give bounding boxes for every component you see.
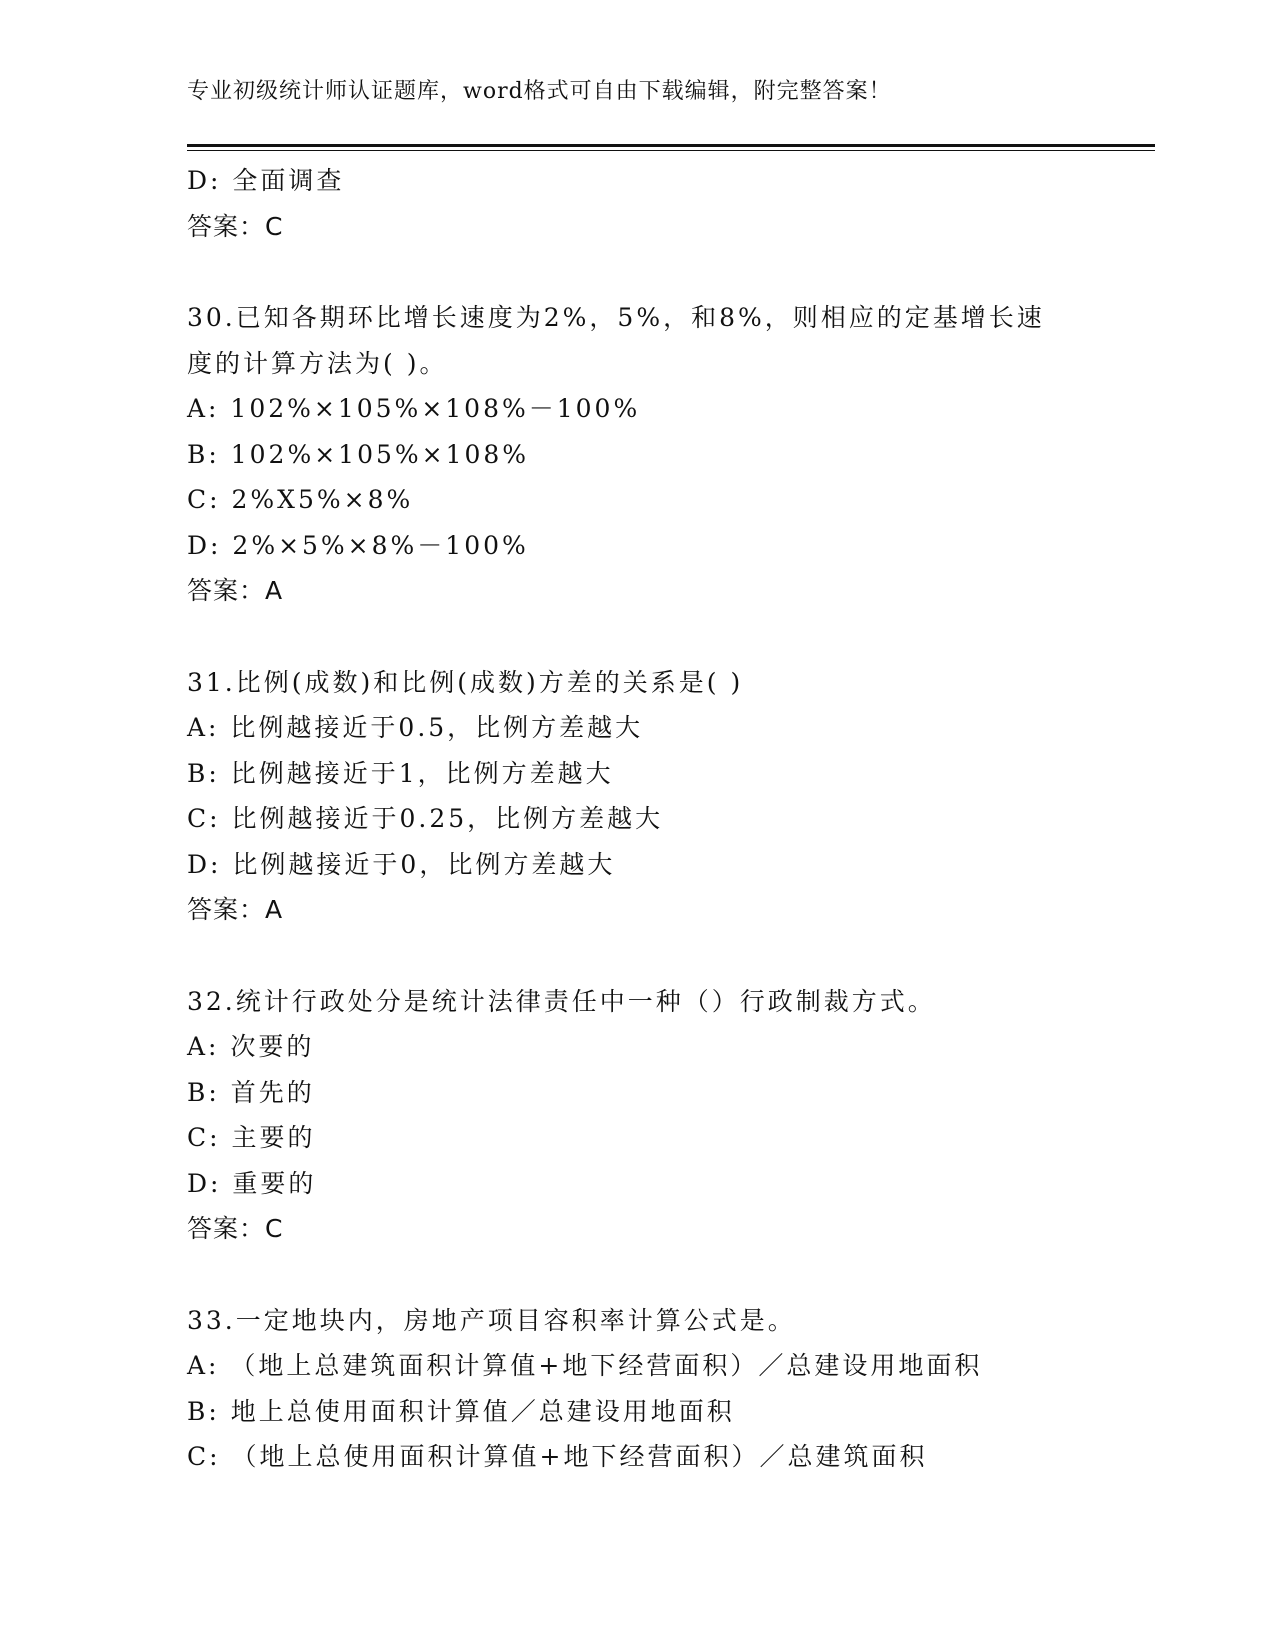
option-a: A: 102%×105%×108%－100% bbox=[187, 394, 641, 423]
option-a: A: 比例越接近于0.5，比例方差越大 bbox=[187, 713, 644, 742]
option-b: B: 首先的 bbox=[187, 1077, 315, 1107]
question-30 bbox=[187, 295, 1155, 614]
option-b: B: 102%×105%×108% bbox=[187, 439, 530, 469]
option-c: C: （地上总使用面积计算值+地下经营面积）／总建筑面积 bbox=[187, 1442, 928, 1471]
header-divider-thin bbox=[187, 150, 1155, 151]
spacer bbox=[187, 614, 1155, 660]
option-d: D: 2%×5%×8%－100% bbox=[187, 530, 529, 560]
question-stem: 33.一定地块内，房地产项目容积率计算公式是。 bbox=[187, 1305, 796, 1335]
option-b: B: 比例越接近于1，比例方差越大 bbox=[187, 758, 614, 788]
spacer bbox=[187, 933, 1155, 979]
question-stem: 31.比例(成数)和比例(成数)方差的关系是( ) bbox=[187, 667, 744, 697]
option-b: B: 地上总使用面积计算值／总建设用地面积 bbox=[187, 1396, 735, 1426]
header-divider-thick bbox=[187, 144, 1155, 147]
option-a: A: （地上总建筑面积计算值+地下经营面积）／总建设用地面积 bbox=[187, 1351, 983, 1380]
question-33 bbox=[187, 1298, 1155, 1480]
answer-line: 答案：C bbox=[187, 1214, 284, 1243]
answer-line: 答案：A bbox=[187, 895, 284, 924]
spacer bbox=[187, 249, 1155, 295]
option-c: C: 比例越接近于0.25，比例方差越大 bbox=[187, 804, 664, 833]
option-d: D: 比例越接近于0，比例方差越大 bbox=[187, 849, 616, 879]
question-stem: 度的计算方法为( )。 bbox=[187, 348, 448, 378]
question-content bbox=[187, 158, 1155, 1480]
option-a: A: 次要的 bbox=[187, 1032, 315, 1061]
answer-line: 答案：C bbox=[187, 211, 284, 241]
option-d: D: 全面调查 bbox=[187, 166, 345, 195]
question-stem: 32.统计行政处分是统计法律责任中一种（）行政制裁方式。 bbox=[187, 986, 936, 1016]
question-31 bbox=[187, 660, 1155, 933]
option-c: C: 2%X5%×8% bbox=[187, 485, 414, 514]
page-header: 专业初级统计师认证题库，word格式可自由下载编辑，附完整答案！ bbox=[187, 79, 892, 104]
question-stem: 30.已知各期环比增长速度为2%，5%，和8%，则相应的定基增长速 bbox=[187, 303, 1045, 332]
answer-line: 答案：A bbox=[187, 576, 284, 605]
spacer bbox=[187, 1252, 1155, 1298]
option-d: D: 重要的 bbox=[187, 1168, 317, 1198]
question-32 bbox=[187, 979, 1155, 1252]
option-c: C: 主要的 bbox=[187, 1123, 316, 1152]
